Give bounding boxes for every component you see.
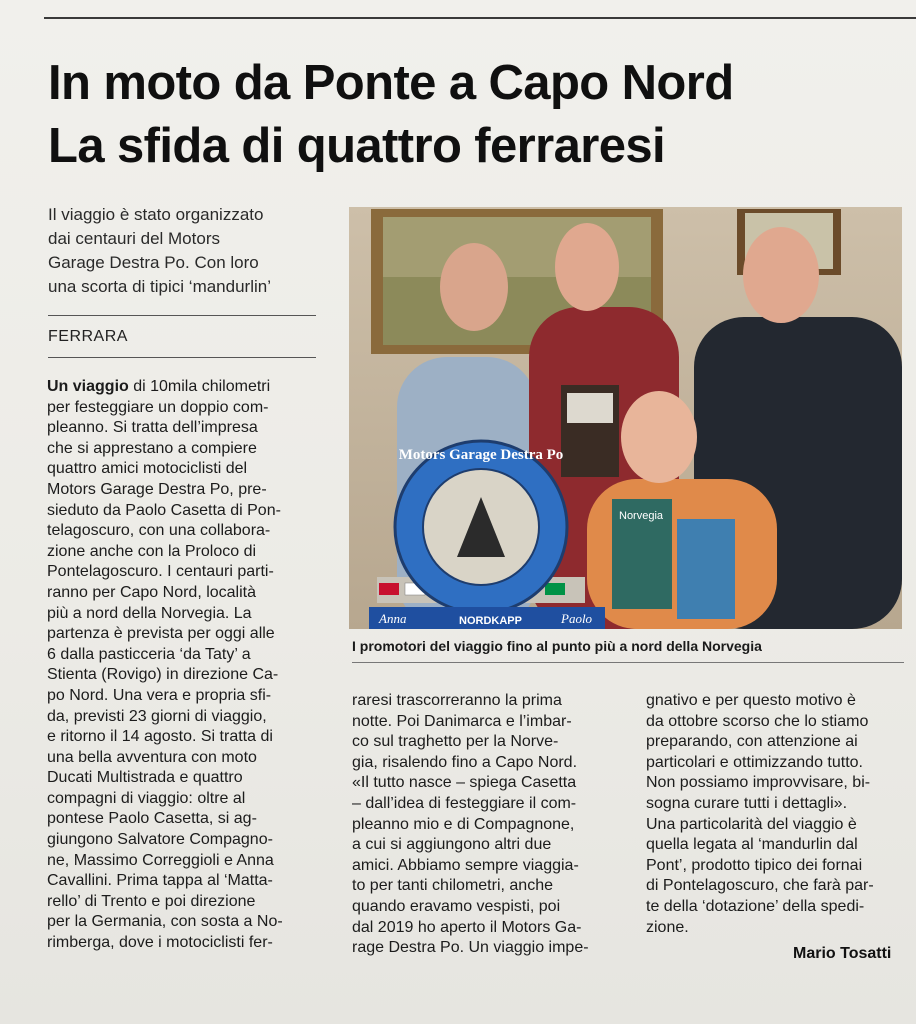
headline-line-2: La sfida di quattro ferraresi: [48, 119, 666, 173]
text-line: partenza è prevista per oggi alle: [47, 625, 275, 643]
headline: [48, 52, 888, 178]
text-line: preparando, con attenzione ai: [646, 733, 858, 751]
text-line: per la Germania, con sosta a No-: [47, 913, 283, 931]
text-line: giungono Salvatore Compagno-: [47, 831, 273, 849]
text-line: to per tanti chilometri, anche: [352, 877, 553, 895]
text-line: zione.: [646, 918, 689, 936]
book-title: Norvegia: [619, 510, 664, 522]
article-column-3: [646, 691, 908, 938]
text-line: Pont’, prodotto tipico dei fornai: [646, 856, 863, 874]
logo-text: Motors Garage Destra Po: [398, 447, 564, 463]
subheadline: [48, 203, 320, 299]
subhead-line: Il viaggio è stato organizzato: [48, 205, 264, 224]
text-line: Cavallini. Prima tappa al ‘Matta-: [47, 872, 273, 890]
text-line: notte. Poi Danimarca e l’imbar-: [352, 712, 572, 730]
text-line: una bella avventura con moto: [47, 748, 257, 766]
text-line: Pontelagoscuro. I centauri parti-: [47, 563, 274, 581]
book-right: [677, 519, 735, 619]
text-line: Non possiamo improvvisare, bi-: [646, 774, 871, 792]
text-line: e ritorno il 14 agosto. Si tratta di: [47, 728, 273, 746]
logo-name-left: Anna: [379, 611, 407, 626]
text-line: pleanno. Si tratta dell’impresa: [47, 419, 258, 437]
text-line: Una particolarità del viaggio è: [646, 815, 857, 833]
text-line: che si apprestano a compiere: [47, 439, 257, 457]
text-line: quella legata al ‘mandurlin dal: [646, 836, 858, 854]
text-line: co sul traghetto per la Norve-: [352, 733, 559, 751]
text-line: da, previsti 23 giorni di viaggio,: [47, 707, 267, 725]
text-line: ne, Massimo Correggioli e Anna: [47, 851, 274, 869]
text-line: di Pontelagoscuro, che farà par-: [646, 877, 874, 895]
divider: [48, 357, 316, 358]
text-line: pontese Paolo Casetta, si ag-: [47, 810, 257, 828]
logo-ribbon: NORDKAPP: [459, 615, 522, 627]
subhead-line: dai centauri del Motors: [48, 229, 220, 248]
text-line: compagni di viaggio: oltre al: [47, 789, 246, 807]
text-line: sogna curare tutti i dettagli».: [646, 794, 848, 812]
text-line: Ducati Multistrada e quattro: [47, 769, 243, 787]
lead-line-rest: di 10mila chilometri: [128, 378, 271, 395]
motors-garage-logo: [395, 441, 567, 613]
text-line: più a nord della Norvegia. La: [47, 604, 252, 622]
divider: [48, 315, 316, 316]
text-line: gnativo e per questo motivo è: [646, 692, 856, 709]
byline: Mario Tosatti: [793, 945, 892, 962]
divider: [352, 662, 904, 663]
text-line: po Nord. Una vera e propria sfi-: [47, 686, 272, 704]
dateline: FERRARA: [48, 328, 128, 345]
top-rule: [44, 17, 916, 19]
text-line: sieduto da Paolo Casetta di Pon-: [47, 501, 281, 519]
headline-line-1: In moto da Ponte a Capo Nord: [48, 56, 734, 110]
text-line: «Il tutto nasce – spiega Casetta: [352, 774, 577, 792]
lead-line: [47, 377, 319, 398]
text-line: rello’ di Trento e poi direzione: [47, 892, 256, 910]
text-line: te della ‘dotazione’ della spedi-: [646, 897, 865, 915]
text-line: gia, risalendo fino a Capo Nord.: [352, 753, 578, 771]
text-line: rage Destra Po. Un viaggio impe-: [352, 939, 589, 957]
text-line: per festeggiare un doppio com-: [47, 398, 269, 416]
text-line: amici. Abbiamo sempre viaggia-: [352, 856, 579, 874]
text-line: telagoscuro, con una collabora-: [47, 522, 271, 540]
article-column-1: [47, 377, 319, 954]
text-line: particolari e ottimizzando tutto.: [646, 753, 863, 771]
subhead-line: Garage Destra Po. Con loro: [48, 253, 259, 272]
text-line: ranno per Capo Nord, località: [47, 583, 257, 601]
text-line: dal 2019 ho aperto il Motors Ga-: [352, 918, 582, 936]
text-line: – dall’idea di festeggiare il com-: [352, 794, 577, 812]
text-line: raresi trascorreranno la prima: [352, 692, 562, 709]
photo-illustration: [349, 207, 902, 629]
text-line: rimberga, dove i motociclisti fer-: [47, 934, 273, 952]
text-line: zione anche con la Proloco di: [47, 542, 257, 560]
text-line: quando eravamo vespisti, poi: [352, 897, 561, 915]
text-line: a cui si aggiungono altri due: [352, 836, 552, 854]
logo-name-right: Paolo: [561, 611, 593, 626]
text-line: pleanno mio e di Compagnone,: [352, 815, 575, 833]
subhead-line: una scorta di tipici ‘mandurlin’: [48, 277, 271, 296]
text-line: Stienta (Rovigo) in direzione Ca-: [47, 666, 279, 684]
text-line: quattro amici motociclisti del: [47, 460, 248, 478]
article-photo: [349, 207, 902, 629]
text-line: Motors Garage Destra Po, pre-: [47, 480, 267, 498]
lead-in: Un viaggio: [47, 378, 129, 395]
photo-caption: I promotori del viaggio fino al punto più a nord della Norvegia: [352, 638, 762, 654]
article-column-2: [352, 691, 614, 959]
text-line: da ottobre scorso che lo stiamo: [646, 712, 869, 730]
text-line: 6 dalla pasticceria ‘da Taty’ a: [47, 645, 251, 663]
